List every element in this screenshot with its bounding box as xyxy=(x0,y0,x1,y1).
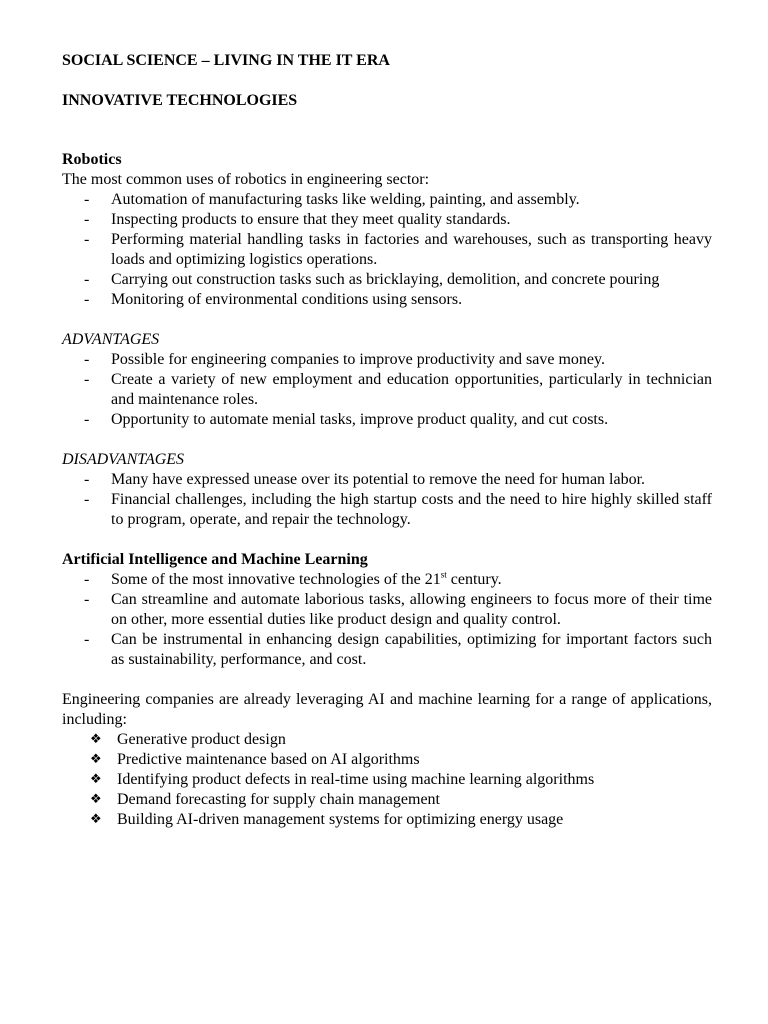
spacer xyxy=(62,530,712,550)
applications-list xyxy=(62,730,712,830)
diamond-bullet-icon: ❖ xyxy=(90,792,102,807)
dash-bullet: - xyxy=(84,231,90,248)
list-item: - Opportunity to automate menial tasks, improve product quality, and cut costs. xyxy=(84,411,609,428)
robotics-heading: Robotics xyxy=(62,151,122,168)
dash-bullet: - xyxy=(84,351,90,368)
list-item: - Automation of manufacturing tasks like welding, painting, and assembly. xyxy=(84,191,580,208)
dash-bullet: - xyxy=(84,211,90,228)
course-title: SOCIAL SCIENCE – LIVING IN THE IT ERA xyxy=(62,52,390,69)
diamond-bullet-icon: ❖ xyxy=(90,772,102,787)
list-item: - Financial challenges, including the high startup costs and the need to hire highly skilled staff to program, operate, and repair the technology. xyxy=(84,491,712,528)
spacer xyxy=(62,670,712,690)
list-item: - Many have expressed unease over its potential to remove the need for human labor. xyxy=(84,471,646,488)
document-page xyxy=(62,50,712,830)
list-item: ❖ Predictive maintenance based on AI algorithms xyxy=(90,751,420,768)
disadvantages-heading: DISADVANTAGES xyxy=(62,451,185,468)
list-item: - Performing material handling tasks in factories and warehouses, such as transporting heavy loads and optimizing logistics operations. xyxy=(84,231,712,268)
list-item: - Inspecting products to ensure that they meet quality standards. xyxy=(84,211,511,228)
dash-bullet: - xyxy=(84,491,90,508)
ai-heading: Artificial Intelligence and Machine Learning xyxy=(62,551,368,568)
list-item: ❖ Demand forecasting for supply chain management xyxy=(90,791,440,808)
dash-bullet: - xyxy=(84,411,90,428)
list-item: - Create a variety of new employment and education opportunities, particularly in technician and maintenance roles. xyxy=(84,371,712,408)
robotics-intro: The most common uses of robotics in engineering sector: xyxy=(62,171,430,188)
dash-bullet: - xyxy=(84,591,90,608)
diamond-bullet-icon: ❖ xyxy=(90,752,102,767)
list-item: - Possible for engineering companies to improve productivity and save money. xyxy=(84,351,605,368)
list-item: - Carrying out construction tasks such as bricklaying, demolition, and concrete pouring xyxy=(84,271,660,288)
robotics-uses-list xyxy=(62,190,712,310)
dash-bullet: - xyxy=(84,371,90,388)
list-item: - Can streamline and automate laborious tasks, allowing engineers to focus more of their time on other, more essential duties like product design and quality control. xyxy=(84,591,712,628)
list-item: ❖ Identifying product defects in real-time using machine learning algorithms xyxy=(90,771,595,788)
dash-bullet: - xyxy=(84,191,90,208)
disadvantages-list xyxy=(62,470,712,530)
advantages-heading: ADVANTAGES xyxy=(62,331,160,348)
list-item: ❖ Building AI-driven management systems for optimizing energy usage xyxy=(90,811,564,828)
topic-title: INNOVATIVE TECHNOLOGIES xyxy=(62,92,298,109)
dash-bullet: - xyxy=(84,271,90,288)
diamond-bullet-icon: ❖ xyxy=(90,732,102,747)
dash-bullet: - xyxy=(84,471,90,488)
ordinal-suffix: st xyxy=(440,569,447,580)
list-item: - Can be instrumental in enhancing design capabilities, optimizing for important factors such as sustainability, performance, and cost. xyxy=(84,631,712,668)
dash-bullet: - xyxy=(84,631,90,648)
list-item: ❖ Generative product design xyxy=(90,731,286,748)
dash-bullet: - xyxy=(84,291,90,308)
applications-intro: Engineering companies are already leveraging AI and machine learning for a range of applications, including: xyxy=(62,691,712,728)
list-item: - Monitoring of environmental conditions using sensors. xyxy=(84,291,463,308)
spacer xyxy=(62,430,712,450)
ai-list xyxy=(62,570,712,670)
list-item: - Some of the most innovative technologies of the 21st century. xyxy=(84,569,502,588)
dash-bullet: - xyxy=(84,571,90,588)
advantages-list xyxy=(62,350,712,430)
diamond-bullet-icon: ❖ xyxy=(90,812,102,827)
spacer xyxy=(62,310,712,330)
